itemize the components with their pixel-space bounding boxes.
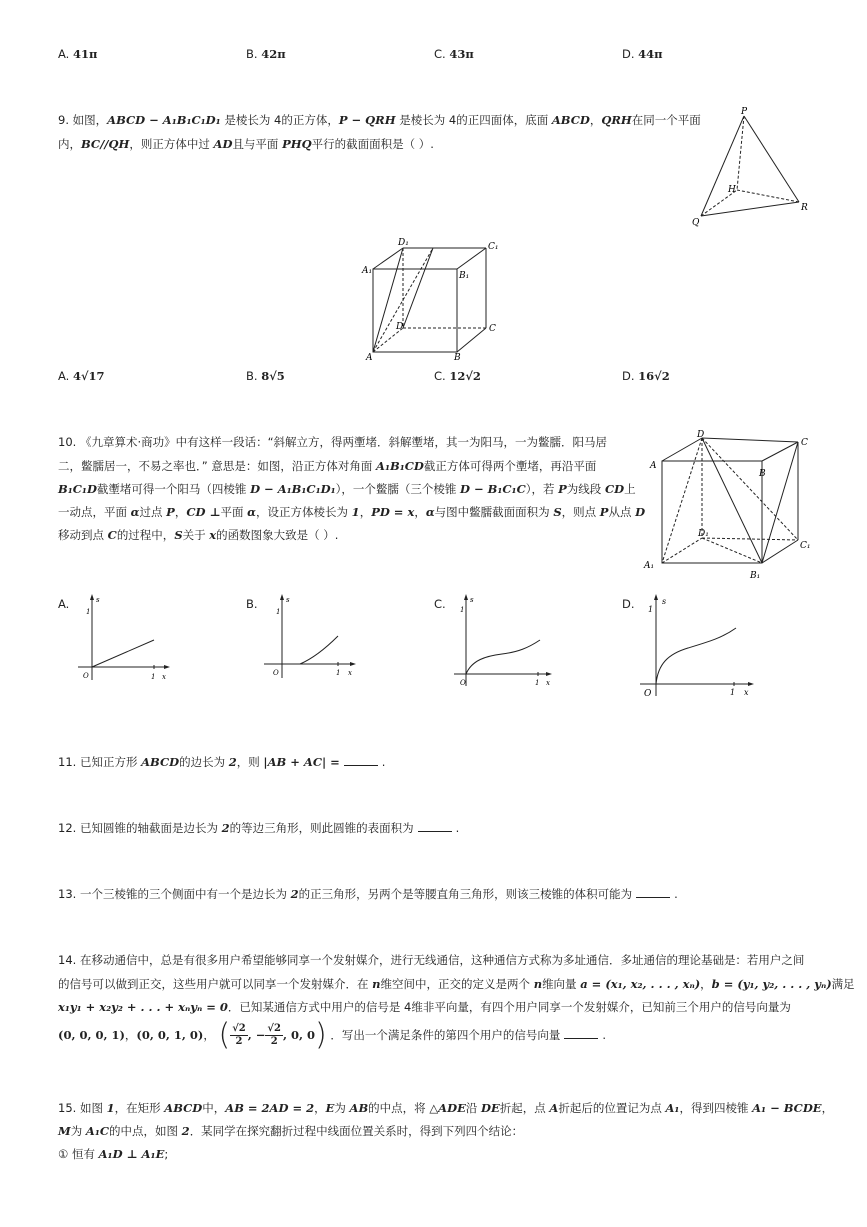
tetra-label-p: P	[741, 107, 748, 117]
q9-cube-figure	[358, 236, 508, 364]
cube10-label-b1: B₁	[750, 571, 761, 581]
q9-option-a[interactable]: A. 4√17	[58, 369, 105, 383]
graph-a-origin: O	[83, 672, 89, 680]
graph-b-y-label: s	[286, 596, 290, 604]
cube9-label-d1: D₁	[398, 238, 409, 248]
graph-a-y-label: s	[96, 596, 100, 604]
cube9-label-b: B	[454, 353, 461, 363]
q10-option-c-label[interactable]: C.	[434, 597, 446, 611]
q14-answer-blank[interactable]	[564, 1026, 598, 1039]
q9-option-c[interactable]: C. 12√2	[434, 369, 481, 383]
cube9-label-c1: C₁	[488, 242, 499, 252]
q14-stem-line1: 14. 在移动通信中，总是有很多用户希望能够同享一个发射媒介，进行无线通信，这种通信方式称为多址通信．多址通信的理论基础是：若用户之间	[58, 953, 805, 967]
tetra-label-h: H	[728, 185, 736, 195]
q14-stem-line2: 的信号可以做到正交，这些用户就可以同享一个发射媒介．在 n维空间中，正交的定义是两个 n维向量 a = (x₁, x₂, . . . , xₙ)，b = (y₁, y₂, . . . , yₙ)满足	[58, 977, 855, 991]
cube10-label-c1: C₁	[800, 541, 811, 551]
q10-option-d-label[interactable]: D.	[622, 597, 635, 611]
cube10-label-b: B	[759, 469, 766, 479]
q15-stem-line1: 15. 如图 1，在矩形 ABCD中，AB = 2AD = 2，E为 AB的中点，将 △ADE沿 DE折起，点 A折起后的位置记为点 A₁，得到四棱锥 A₁ − BCDE，	[58, 1101, 834, 1115]
q10-graph-a[interactable]	[76, 592, 172, 684]
graph-c-y-label: s	[470, 596, 474, 604]
graph-c-origin: O	[460, 679, 466, 687]
graph-d-origin: O	[644, 689, 652, 698]
tetra-label-r: R	[801, 203, 808, 213]
q10-stem-line5: 移动到点 C的过程中，S关于 x的函数图象大致是（ ）.	[58, 528, 339, 542]
q15-statement-1: ① 恒有 A₁D ⊥ A₁E;	[58, 1147, 169, 1161]
graph-c-x-one: 1	[535, 679, 540, 687]
q12-answer-blank[interactable]	[418, 819, 452, 832]
q11-answer-blank[interactable]	[344, 753, 378, 766]
tetra-label-q: Q	[692, 218, 700, 228]
q13-stem: 13. 一个三棱锥的三个侧面中有一个是边长为 2的正三角形，另两个是等腰直角三角形，则该三棱锥的体积可能为 .	[58, 887, 678, 901]
graph-b-y-one: 1	[276, 608, 281, 616]
cube9-label-d: D	[396, 322, 404, 332]
q14-frac-1: $\frac{√2}{2}$	[232, 1023, 246, 1047]
q8-option-d[interactable]: D. 44π	[622, 47, 663, 61]
q14-stem-line4: (0, 0, 0, 1)，(0, 0, 1, 0)， ( $\frac{√2}{2}$ , − $\frac{√2}{2}$ , 0, 0) ．写出一个满足条件的第四个用户的信号向量 .	[58, 1017, 606, 1053]
graph-a-y-one: 1	[86, 608, 91, 616]
cube9-label-a: A	[366, 353, 373, 363]
q8-option-b[interactable]: B. 42π	[246, 47, 286, 61]
q9-option-d[interactable]: D. 16√2	[622, 369, 670, 383]
graph-a-x-one: 1	[151, 673, 156, 681]
graph-b-x-label: x	[348, 669, 352, 677]
graph-c-x-label: x	[546, 679, 550, 687]
q10-cube-figure	[640, 428, 815, 584]
q10-stem-line4: 一动点，平面 α过点 P，CD ⊥平面 α，设正方体棱长为 1，PD = x，α与图中鳖臑截面面积为 S，则点 P从点 D	[58, 505, 646, 519]
graph-d-y-label: s	[662, 597, 667, 606]
graph-b-x-one: 1	[336, 669, 341, 677]
q14-stem-line3: x₁y₁ + x₂y₂ + . . . + xₙyₙ = 0．已知某通信方式中用户的信号是 4维非平向量，有四个用户同享一个发射媒介，已知前三个用户的信号向量为	[58, 1000, 791, 1014]
cube10-label-d: D	[697, 430, 705, 440]
q9-option-b[interactable]: B. 8√5	[246, 369, 285, 383]
q10-stem-line3: B₁C₁D截壍堵可得一个阳马（四棱锥 D − A₁B₁C₁D₁），一个鳖臑（三个棱锥 D − B₁C₁C），若 P为线段 CD上	[58, 482, 636, 496]
q15-stem-line2: M为 A₁C的中点，如图 2．某同学在探究翻折过程中线面位置关系时，得到下列四个结论：	[58, 1124, 524, 1138]
q13-answer-blank[interactable]	[636, 885, 670, 898]
cube10-label-a: A	[650, 461, 657, 471]
q9-tetrahedron-figure	[684, 104, 814, 229]
q8-option-c[interactable]: C. 43π	[434, 47, 474, 61]
q10-option-a-label[interactable]: A.	[58, 597, 70, 611]
graph-a-x-label: x	[162, 673, 166, 681]
q14-frac-2: $\frac{√2}{2}$	[267, 1023, 281, 1047]
q10-graph-c[interactable]	[452, 592, 556, 688]
cube9-label-a1: A₁	[362, 266, 373, 276]
graph-d-x-one: 1	[730, 688, 736, 697]
cube9-label-c: C	[489, 324, 496, 334]
q11-stem: 11. 已知正方形 ABCD的边长为 2，则 |AB + AC| = .	[58, 755, 386, 769]
cube10-label-d1: D₁	[698, 529, 709, 539]
q10-option-b-label[interactable]: B.	[246, 597, 258, 611]
q10-graph-b[interactable]	[262, 592, 358, 684]
q10-stem-line2: 二，鳖臑居一，不易之率也．” 意思是：如图，沿正方体对角面 A₁B₁CD截正方体可得两个壍堵，再沿平面	[58, 459, 597, 473]
graph-d-x-label: x	[744, 688, 749, 697]
q9-stem-line2: 内，BC//QH，则正方体中过 AD且与平面 PHQ平行的截面面积是（ ）.	[58, 137, 434, 151]
graph-d-y-one: 1	[648, 605, 654, 614]
q8-option-a[interactable]: A. 41π	[58, 47, 98, 61]
graph-c-y-one: 1	[460, 606, 465, 614]
graph-b-origin: O	[273, 669, 279, 677]
q10-graph-d[interactable]	[638, 592, 758, 698]
q9-stem-line1: 9. 如图，ABCD − A₁B₁C₁D₁ 是棱长为 4的正方体，P − QRH 是棱长为 4的正四面体，底面 ABCD，QRH在同一个平面	[58, 113, 701, 127]
cube10-label-a1: A₁	[644, 561, 655, 571]
cube9-label-b1: B₁	[459, 271, 470, 281]
q10-stem-line1: 10. 《九章算术·商功》中有这样一段话：“斜解立方，得两壍堵．斜解壍堵，其一为阳马，一为鳖臑．阳马居	[58, 435, 608, 449]
q12-stem: 12. 已知圆锥的轴截面是边长为 2的等边三角形，则此圆锥的表面积为 .	[58, 821, 460, 835]
cube10-label-c: C	[801, 438, 808, 448]
